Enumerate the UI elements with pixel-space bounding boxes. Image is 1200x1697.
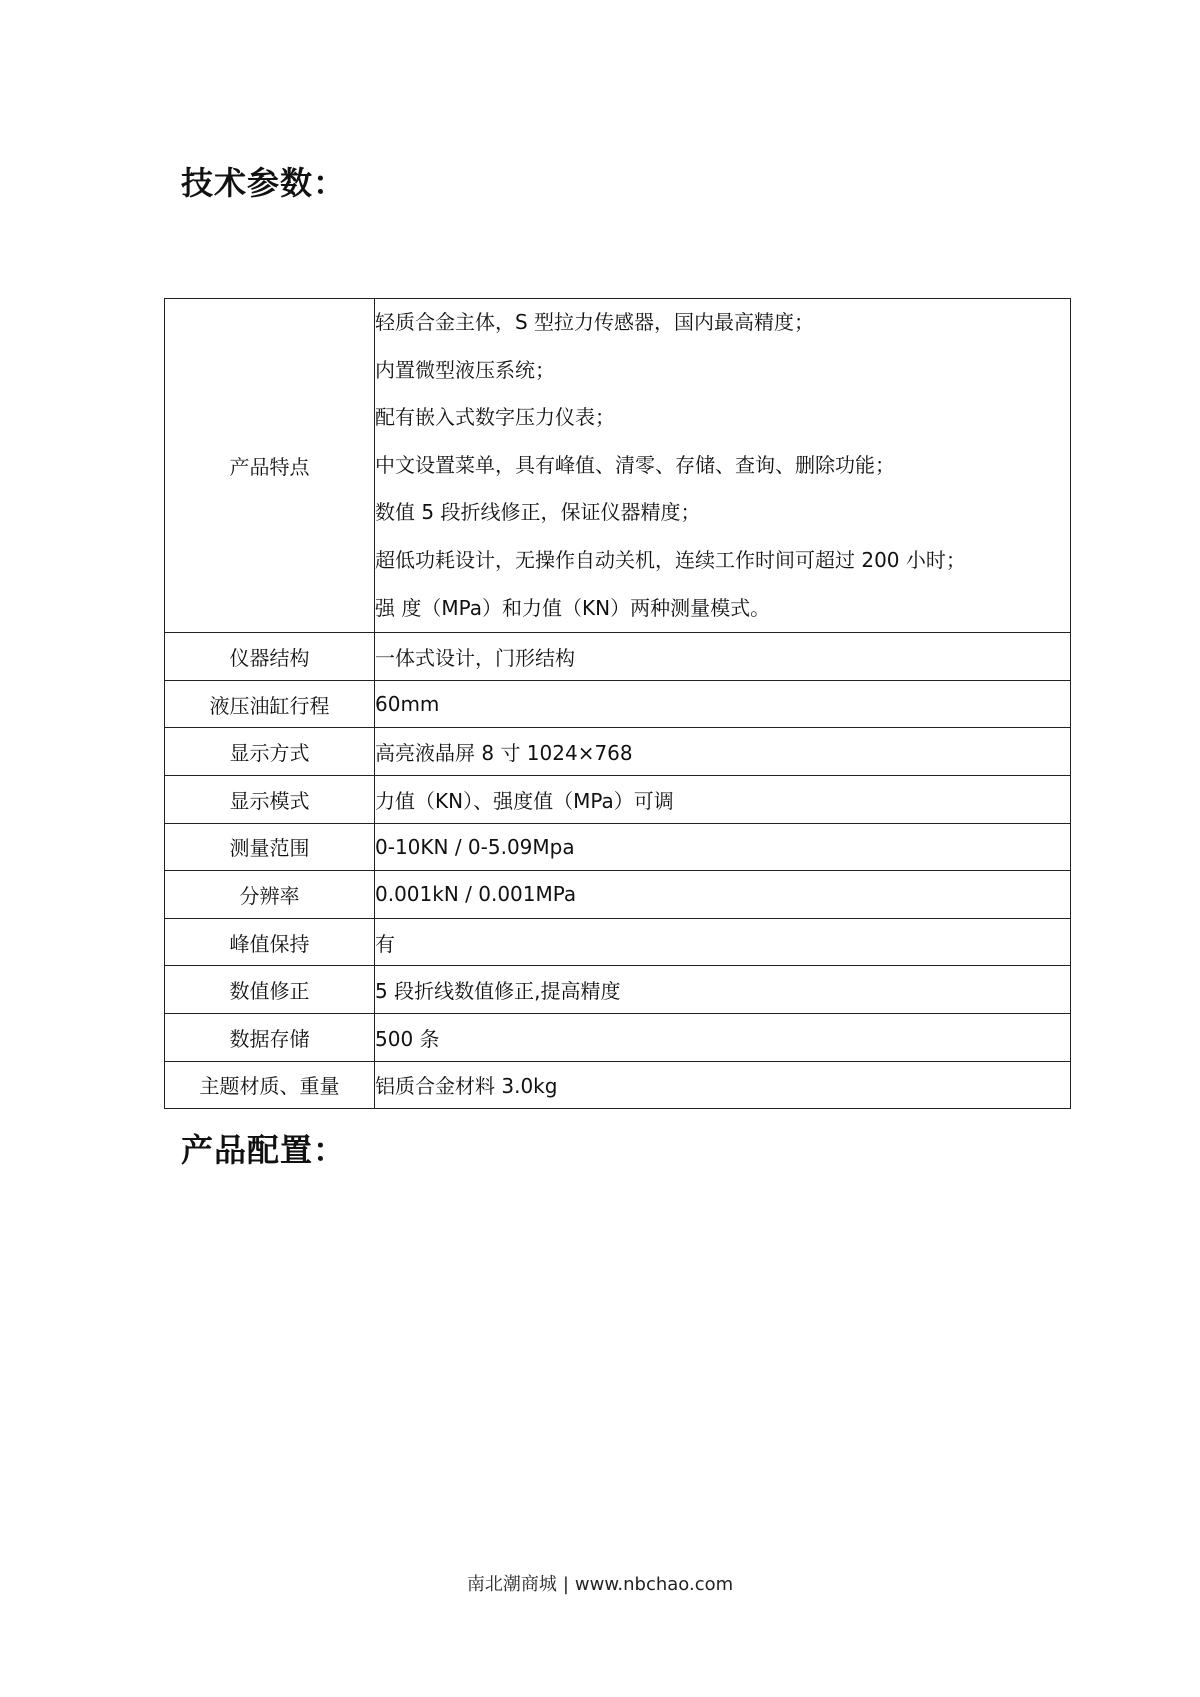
table-row-features [165,299,1071,633]
row-value: 500 条 [375,1013,1071,1061]
row-label: 显示方式 [165,728,375,776]
row-label: 分辨率 [165,871,375,919]
table-row [165,775,1071,823]
table-row [165,728,1071,776]
table-row [165,680,1071,728]
table-row [165,871,1071,919]
feature-line: 中文设置菜单，具有峰值、清零、存储、查询、删除功能； [375,452,895,477]
row-value: 0-10KN / 0-5.09Mpa [375,823,1071,871]
row-label: 仪器结构 [165,633,375,681]
row-label: 产品特点 [165,299,375,633]
row-value: 高亮液晶屏 8 寸 1024×768 [375,728,1071,776]
table-row [165,823,1071,871]
row-value: 0.001kN / 0.001MPa [375,871,1071,919]
feature-line: 超低功耗设计，无操作自动关机，连续工作时间可超过 200 小时； [375,547,966,572]
row-value: 5 段折线数值修正,提高精度 [375,966,1071,1014]
row-label: 主题材质、重量 [165,1061,375,1109]
row-value: 有 [375,918,1071,966]
table-row [165,1013,1071,1061]
section-title-specs: 技术参数： [181,164,347,202]
feature-line: 配有嵌入式数字压力仪表； [375,405,615,430]
row-value: 60mm [375,680,1071,728]
table-row [165,918,1071,966]
feature-line: 数值 5 段折线修正，保证仪器精度； [375,500,701,525]
footer-separator: | [562,1574,569,1595]
feature-line: 轻质合金主体，S 型拉力传感器，国内最高精度； [375,310,815,334]
footer-url-link[interactable]: www.nbchao.com [574,1574,734,1595]
row-value: 力值（KN）、强度值（MPa）可调 [375,775,1071,823]
row-label: 数值修正 [165,966,375,1014]
page-footer [0,1570,1200,1596]
row-label: 数据存储 [165,1013,375,1061]
table-row [165,1061,1071,1109]
row-value: 一体式设计，门形结构 [375,633,1071,681]
feature-line: 内置微型液压系统； [375,357,555,382]
features-cell [375,299,1071,633]
row-label: 测量范围 [165,823,375,871]
row-value: 铝质合金材料 3.0kg [375,1061,1071,1109]
row-label: 显示模式 [165,775,375,823]
row-label: 液压油缸行程 [165,680,375,728]
row-label: 峰值保持 [165,918,375,966]
footer-brand: 南北潮商城 [466,1574,557,1595]
spec-table [164,298,1071,1109]
section-title-config: 产品配置： [181,1131,347,1169]
feature-line: 强 度（MPa）和力值（KN）两种测量模式。 [375,595,771,620]
table-row [165,633,1071,681]
table-row [165,966,1071,1014]
